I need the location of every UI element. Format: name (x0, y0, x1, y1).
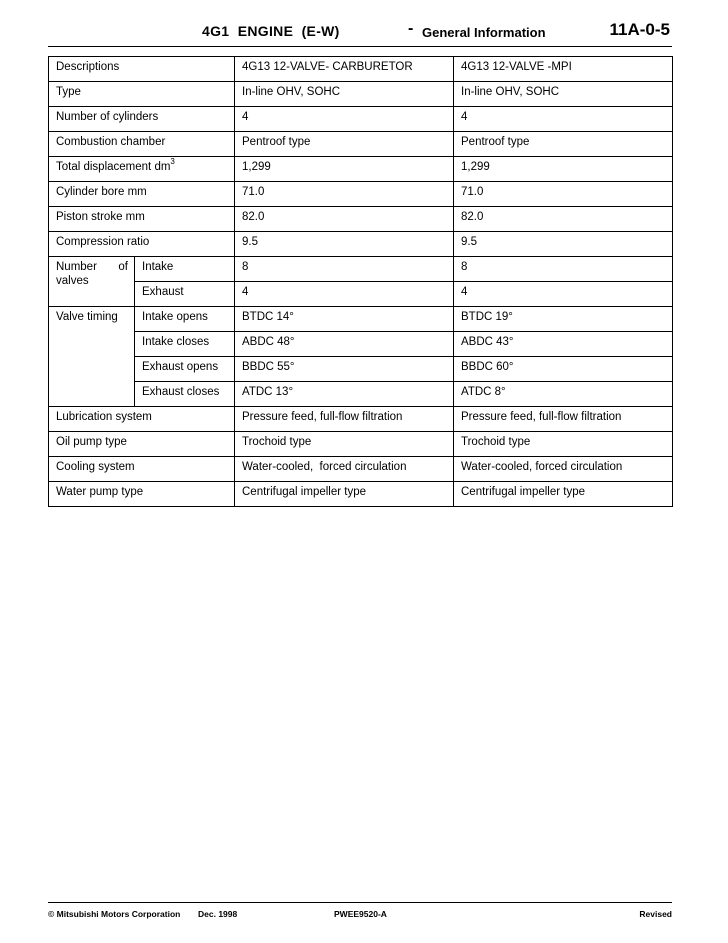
mpi-value: 4 (454, 282, 673, 307)
specifications-table (48, 56, 673, 507)
row-label: Compression ratio (49, 232, 235, 257)
carb-value: 71.0 (235, 182, 454, 207)
document-code: PWEE9520-A (334, 909, 387, 919)
copyright-notice: © Mitsubishi Motors Corporation (48, 909, 181, 919)
carb-value: Pentroof type (235, 132, 454, 157)
carb-value: ABDC 48° (235, 332, 454, 357)
superscript-exponent: 3 (170, 157, 175, 167)
mpi-value: 4 (454, 107, 673, 132)
row-label: Number of cylinders (49, 107, 235, 132)
table-row (49, 157, 673, 182)
displacement-label: Total displacement dm (56, 161, 171, 173)
carb-value: BBDC 55° (235, 357, 454, 382)
valves-label-word: of (118, 261, 128, 273)
row-label: Combustion chamber (49, 132, 235, 157)
table-row (49, 457, 673, 482)
valves-label-line (56, 260, 128, 274)
header-descriptions: Descriptions (49, 57, 235, 82)
mpi-value: Pentroof type (454, 132, 673, 157)
carb-value: 4 (235, 282, 454, 307)
engine-title: 4G1 ENGINE (E-W) (202, 23, 340, 39)
table-row (49, 107, 673, 132)
mpi-value: 9.5 (454, 232, 673, 257)
carb-value: Pressure feed, full-flow filtration (235, 407, 454, 432)
table-row (49, 332, 673, 357)
page-header (48, 18, 672, 47)
row-label: Cooling system (49, 457, 235, 482)
title-separator: - (408, 20, 414, 37)
mpi-value: 8 (454, 257, 673, 282)
carb-value: BTDC 14° (235, 307, 454, 332)
row-label: Water pump type (49, 482, 235, 507)
table-row (49, 282, 673, 307)
table-row (49, 132, 673, 157)
sub-label: Exhaust (135, 282, 235, 307)
row-label: Type (49, 82, 235, 107)
mpi-value: 1,299 (454, 157, 673, 182)
carb-value: 4 (235, 107, 454, 132)
table-row (49, 232, 673, 257)
table-row (49, 307, 673, 332)
mpi-value: Water-cooled, forced circulation (454, 457, 673, 482)
mpi-value: BTDC 19° (454, 307, 673, 332)
table-row (49, 207, 673, 232)
carb-value: Water-cooled, forced circulation (235, 457, 454, 482)
valves-group-label (49, 257, 135, 307)
table-row (49, 382, 673, 407)
table-row (49, 432, 673, 457)
section-title: General Information (422, 25, 546, 40)
table-row (49, 182, 673, 207)
sub-label: Intake opens (135, 307, 235, 332)
table-header-row (49, 57, 673, 82)
carb-value: 8 (235, 257, 454, 282)
page-number: 11A-0-5 (609, 20, 670, 39)
mpi-value: In-line OHV, SOHC (454, 82, 673, 107)
row-label: Cylinder bore mm (49, 182, 235, 207)
mpi-value: 82.0 (454, 207, 673, 232)
table-row (49, 407, 673, 432)
table-row (49, 482, 673, 507)
table-row (49, 82, 673, 107)
row-label: Oil pump type (49, 432, 235, 457)
sub-label: Exhaust closes (135, 382, 235, 407)
row-label: Piston stroke mm (49, 207, 235, 232)
publication-date: Dec. 1998 (198, 909, 238, 919)
table-row (49, 357, 673, 382)
revision-status: Revised (639, 909, 672, 919)
carb-value: 82.0 (235, 207, 454, 232)
carb-value: 9.5 (235, 232, 454, 257)
row-label (49, 157, 235, 182)
mpi-value: Centrifugal impeller type (454, 482, 673, 507)
carb-value: Trochoid type (235, 432, 454, 457)
timing-group-label: Valve timing (49, 307, 135, 407)
page-footer (48, 902, 672, 927)
mpi-value: 71.0 (454, 182, 673, 207)
carb-value: Centrifugal impeller type (235, 482, 454, 507)
mpi-value: ABDC 43° (454, 332, 673, 357)
header-carburetor: 4G13 12-VALVE- CARBURETOR (235, 57, 454, 82)
mpi-value: Pressure feed, full-flow filtration (454, 407, 673, 432)
sub-label: Intake (135, 257, 235, 282)
valves-label-word: valves (56, 275, 89, 287)
mpi-value: ATDC 8° (454, 382, 673, 407)
valves-label-word: Number (56, 261, 97, 273)
carb-value: In-line OHV, SOHC (235, 82, 454, 107)
mpi-value: BBDC 60° (454, 357, 673, 382)
carb-value: ATDC 13° (235, 382, 454, 407)
header-mpi: 4G13 12-VALVE -MPI (454, 57, 673, 82)
table-row (49, 257, 673, 282)
carb-value: 1,299 (235, 157, 454, 182)
mpi-value: Trochoid type (454, 432, 673, 457)
sub-label: Exhaust opens (135, 357, 235, 382)
sub-label: Intake closes (135, 332, 235, 357)
row-label: Lubrication system (49, 407, 235, 432)
